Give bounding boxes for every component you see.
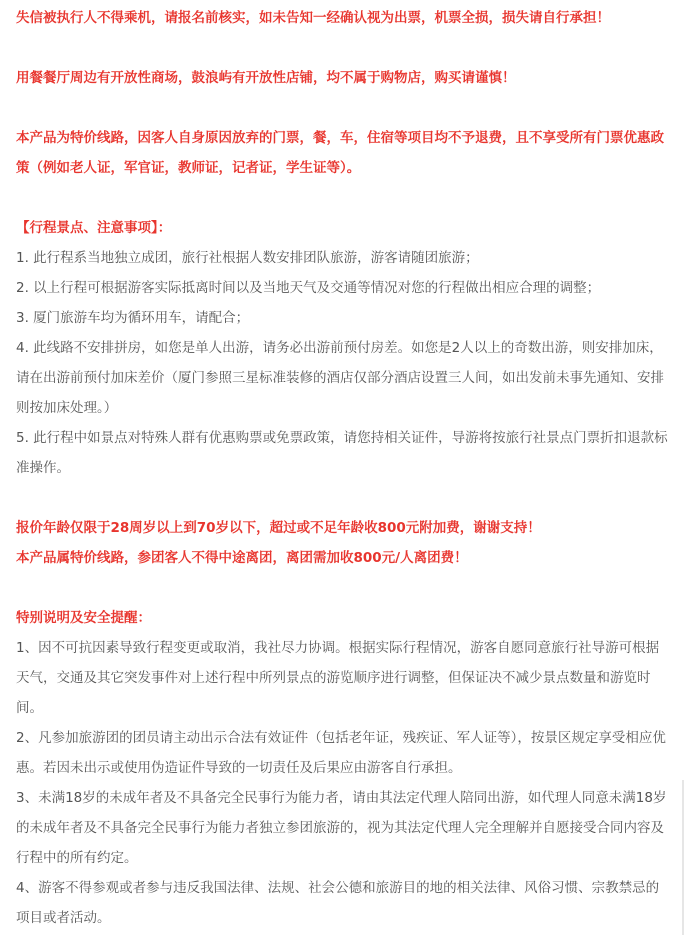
itinerary-item-5: 5. 此行程中如景点对特殊人群有优惠购票或免票政策，请您持相关证件，导游将按旅行社景点门票折扣退款标准操作。 — [16, 430, 668, 476]
age-policy: 报价年龄仅限于28周岁以上到70岁以下，超过或不足年龄收800元附加费，谢谢支持！ — [16, 520, 541, 536]
itinerary-item-3: 3. 厦门旅游车均为循环用车，请配合； — [16, 310, 250, 326]
safety-heading: 特别说明及安全提醒： — [16, 610, 151, 626]
safety-item-4: 4、游客不得参观或者参与违反我国法律、法规、社会公德和旅游目的地的相关法律、风俗习惯、宗教禁忌的项目或者活动。 — [16, 880, 660, 926]
notice-no-refund: 本产品为特价线路，因客人自身原因放弃的门票，餐，车，住宿等项目均不予退费，且不享受所有门票优惠政策（例如老人证，军官证，教师证，记者证，学生证等）。 — [16, 130, 664, 176]
itinerary-item-4: 4. 此线路不安排拼房，如您是单人出游，请务必出游前预付房差。如您是2人以上的奇数出游，则安排加床，请在出游前预付加床差价（厦门参照三星标准装修的酒店仅部分酒店设置三人间，如出发前未事先通知、安排则按加床处理。） — [16, 340, 664, 416]
safety-item-1: 1、因不可抗因素导致行程变更或取消，我社尽力协调。根据实际行程情况，游客自愿同意旅行社导游可根据天气，交通及其它突发事件对上述行程中所列景点的游览顺序进行调整，但保证决不减少景点数量和游览时间。 — [16, 640, 660, 716]
safety-item-2: 2、凡参加旅游团的团员请主动出示合法有效证件（包括老年证，残疾证、军人证等），按景区规定享受相应优惠。若因未出示或使用伪造证件导致的一切责任及后果应由游客自行承担。 — [16, 730, 666, 776]
itinerary-item-2: 2. 以上行程可根据游客实际抵离时间以及当地天气及交通等情况对您的行程做出相应合理的调整； — [16, 280, 601, 296]
itinerary-heading: 【行程景点、注意事项】： — [16, 220, 172, 236]
notice-dishonest-passenger: 失信被执行人不得乘机，请报名前核实，如未告知一经确认视为出票，机票全损，损失请自行承担！ — [16, 10, 610, 26]
notice-shopping: 用餐餐厅周边有开放性商场，鼓浪屿有开放性店铺，均不属于购物店，购买请谨慎！ — [16, 70, 516, 86]
safety-item-3: 3、未满18岁的未成年者及不具备完全民事行为能力者，请由其法定代理人陪同出游，如代理人同意未满18岁的未成年者及不具备完全民事行为能力者独立参团旅游的，视为其法定代理人完全理解并自愿接受合同内容及行程中的所有约定。 — [16, 790, 667, 866]
leave-policy: 本产品属特价线路，参团客人不得中途离团，离团需加收800元/人离团费！ — [16, 550, 468, 566]
itinerary-item-1: 1. 此行程系当地独立成团，旅行社根据人数安排团队旅游，游客请随团旅游； — [16, 250, 479, 266]
